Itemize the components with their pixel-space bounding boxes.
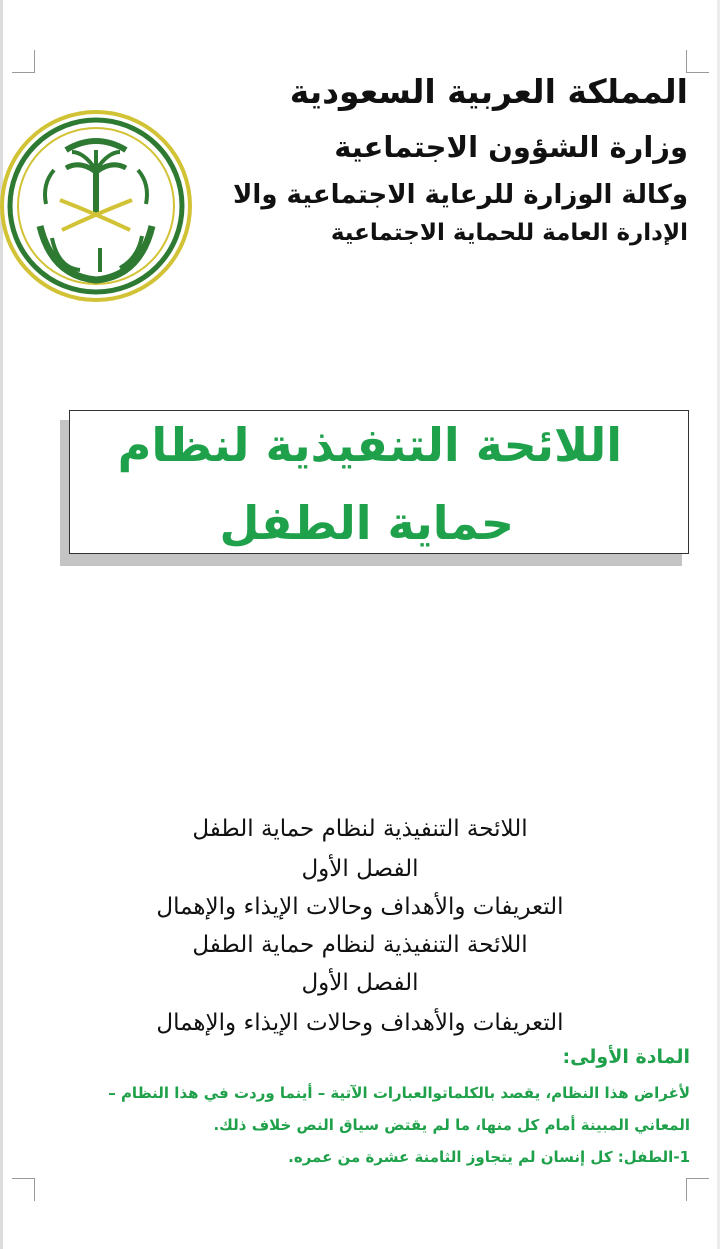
document-title-line-1: اللائحة التنفيذية لنظام xyxy=(117,418,622,472)
header-agency: وكالة الوزارة للرعاية الاجتماعية والا xyxy=(233,180,688,210)
header-ministry: وزارة الشؤون الاجتماعية xyxy=(334,130,688,164)
crop-mark-top-right xyxy=(686,50,709,73)
body-line-regulation: اللائحة التنفيذية لنظام حماية الطفل xyxy=(192,816,528,842)
header-kingdom: المملكة العربية السعودية xyxy=(289,72,688,111)
header-department: الإدارة العامة للحماية الاجتماعية xyxy=(330,220,688,246)
body-line-chapter: الفصل الأول xyxy=(301,856,419,882)
ministry-emblem-icon xyxy=(0,108,200,308)
body-line-chapter-repeat: الفصل الأول xyxy=(301,970,419,996)
document-title-line-2: حماية الطفل xyxy=(219,496,514,550)
article-text-line-2: المعاني المبينة أمام كل منها، ما لم يقتض سياق النص خلاف ذلك. xyxy=(213,1116,690,1134)
article-text-line-1: لأغراض هذا النظام، يقصد بالكلماتوالعبارات الآتية – أينما وردت في هذا النظام – xyxy=(108,1084,690,1102)
crop-mark-bottom-right xyxy=(686,1178,709,1201)
crop-mark-bottom-left xyxy=(12,1178,35,1201)
article-heading: المادة الأولى: xyxy=(562,1046,690,1068)
body-line-definitions: التعريفات والأهداف وحالات الإيذاء والإهمال xyxy=(156,894,564,920)
crop-mark-top-left xyxy=(12,50,35,73)
body-line-regulation-repeat: اللائحة التنفيذية لنظام حماية الطفل xyxy=(192,932,528,958)
article-text-line-3: 1-الطفل: كل إنسان لم يتجاوز الثامنة عشرة من عمره. xyxy=(288,1148,690,1166)
body-line-definitions-repeat: التعريفات والأهداف وحالات الإيذاء والإهمال xyxy=(156,1010,564,1036)
